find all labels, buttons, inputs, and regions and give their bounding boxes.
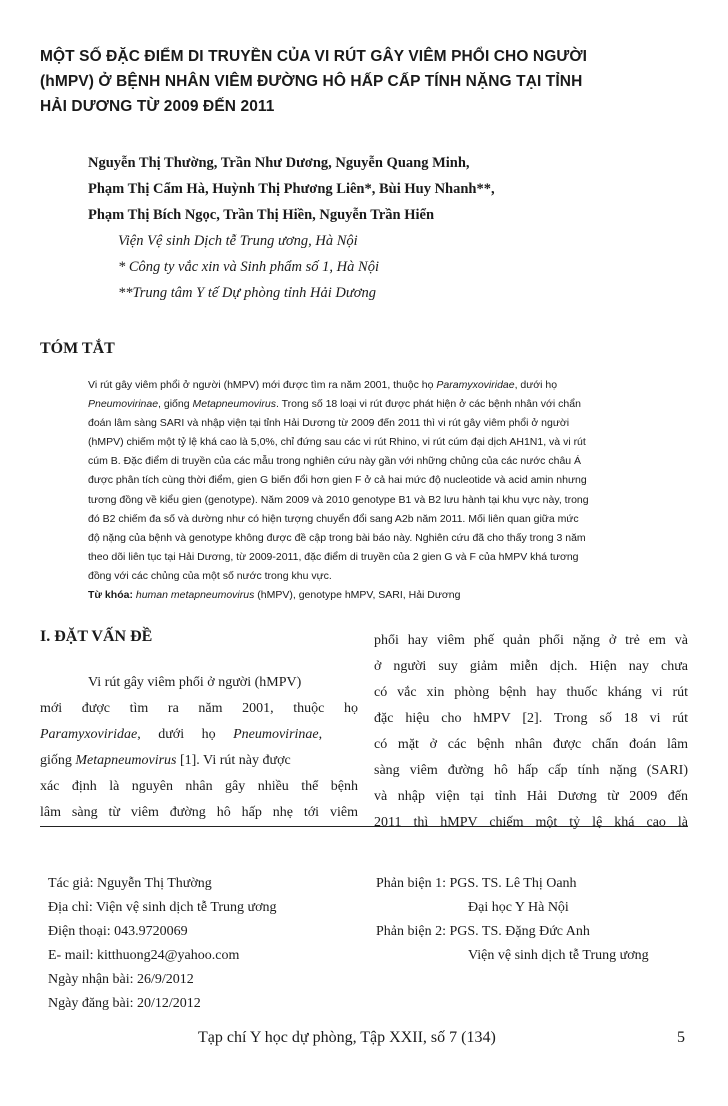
body-line: giống Metapneumovirus [1]. Vi rút này được xyxy=(40,753,291,768)
abstract-line: đoán lâm sàng SARI và nhập viện tại tỉnh Hải Dương từ 2009 đến 2011 thì vi rút gây viêm phổi ở người xyxy=(88,417,570,430)
body-line: 2011 thì hMPV chiếm một tỷ lệ khá cao là xyxy=(374,815,688,830)
title-line: (hMPV) Ở BỆNH NHÂN VIÊM ĐƯỜNG HÔ HẤP CẤP TÍNH NẶNG TẠI TỈNH xyxy=(40,73,583,90)
body-column-left xyxy=(40,628,358,826)
body-line: có vắc xin phòng bệnh hay thuốc kháng vi rút xyxy=(374,685,688,700)
author-line: Phạm Thị Cẩm Hà, Huỳnh Thị Phương Liên*, Bùi Huy Nhanh**, xyxy=(88,181,495,197)
author-contact-info xyxy=(48,872,277,1016)
body-line: ở người suy giảm miễn dịch. Hiện nay chưa xyxy=(374,659,688,674)
body-line: có mặt ở các bệnh nhân được chẩn đoán lâm xyxy=(374,737,688,752)
abstract-line: Pneumovirinae, giống Metapneumovirus. Trong số 18 loại vi rút được phát hiện ở các bệnh nhân với chẩn xyxy=(88,398,581,411)
affiliation-line: **Trung tâm Y tế Dự phòng tỉnh Hải Dương xyxy=(118,285,376,301)
abstract-text xyxy=(88,376,684,605)
author-line: Phạm Thị Bích Ngọc, Trần Thị Hiền, Nguyễn Trần Hiển xyxy=(88,207,435,223)
abstract-line: đồng với các chủng của một số nước trong khu vực. xyxy=(88,569,332,582)
abstract-line: cúm B. Đặc điểm di truyền của các mẫu trong nghiên cứu này gần với những chủng của các nước châu Á xyxy=(88,455,582,468)
title-line: MỘT SỐ ĐẶC ĐIỂM DI TRUYỀN CỦA VI RÚT GÂY VIÊM PHỔI CHO NGƯỜI xyxy=(40,48,588,65)
abstract-line: (hMPV) chiếm một tỷ lệ khá cao là 5,0%, chỉ đứng sau các vi rút Rhino, vi rút cúm đại dịch AH1N1, và vi rút xyxy=(88,436,586,449)
body-line: và nhập viện tại tỉnh Hải Dương từ 2009 đến xyxy=(374,789,688,804)
footnote-divider xyxy=(40,826,688,827)
author-name: Tác giả: Nguyễn Thị Thường xyxy=(48,876,212,891)
author-address: Địa chỉ: Viện vệ sinh dịch tễ Trung ương xyxy=(48,900,277,915)
body-line: sàng viêm đường hô hấp cấp tính nặng (SARI) xyxy=(374,763,688,778)
abstract-line: theo dõi liên tục tại Hải Dương, từ 2009-2011, đặc điểm di truyền của 2 gien G và F của hMPV khá tương xyxy=(88,550,579,563)
abstract-line: tương đồng về kiểu gien (genotype). Năm 2009 và 2010 genotype B1 và B2 lưu hành tại khu vực này, trong xyxy=(88,493,589,506)
reviewer-info xyxy=(376,872,649,968)
section-heading: I. ĐẶT VẤN ĐỀ xyxy=(40,628,153,645)
keywords-label: Từ khóa: xyxy=(88,589,133,602)
abstract-line: độ nặng của bệnh và genotype không được đề cập trong bài báo này. Nghiên cứu đã cho thấy trong 3 năm xyxy=(88,531,586,544)
body-line: phổi hay viêm phế quản phổi nặng ở trẻ em và xyxy=(374,633,688,648)
affiliation-line: * Công ty vắc xin và Sinh phẩm số 1, Hà Nội xyxy=(118,259,379,275)
reviewer-1: Phản biện 1: PGS. TS. Lê Thị Oanh xyxy=(376,876,577,891)
author-line: Nguyễn Thị Thường, Trần Như Dương, Nguyễn Quang Minh, xyxy=(88,155,470,171)
author-list xyxy=(88,150,688,228)
abstract-line: được phân tích cùng thời điểm, gien G biến đổi hơn gien F ở cả hai mức độ nucleotide và acid amin nhưng xyxy=(88,474,587,487)
keywords-line: Từ khóa: human metapneumovirus (hMPV), genotype hMPV, SARI, Hải Dương xyxy=(88,589,461,602)
received-date: Ngày nhận bài: 26/9/2012 xyxy=(48,972,194,987)
page-number: 5 xyxy=(677,1029,685,1046)
body-column-right xyxy=(374,628,688,836)
reviewer-2-institution: Viện vệ sinh dịch tễ Trung ương xyxy=(468,948,649,963)
body-line: Vi rút gây viêm phổi ở người (hMPV) xyxy=(88,675,302,690)
journal-citation: Tạp chí Y học dự phòng, Tập XXII, số 7 (134) xyxy=(198,1029,496,1046)
abstract-line: Vi rút gây viêm phổi ở người (hMPV) mới được tìm ra năm 2001, thuộc họ Paramyxoviridae, dưới họ xyxy=(88,379,558,391)
affiliation-list xyxy=(118,228,678,306)
body-line: Paramyxoviridae, dưới họ Pneumovirinae, xyxy=(40,727,323,742)
article-title xyxy=(40,44,700,119)
body-line: đặc hiệu cho hMPV [2]. Trong số 18 vi rút xyxy=(374,711,688,726)
body-line: xác định là nguyên nhân gây nhiều thể bệnh xyxy=(40,779,358,794)
affiliation-line: Viện Vệ sinh Dịch tễ Trung ương, Hà Nội xyxy=(118,233,358,249)
body-line: mới được tìm ra năm 2001, thuộc họ xyxy=(40,701,358,716)
published-date: Ngày đăng bài: 20/12/2012 xyxy=(48,996,201,1011)
title-line: HẢI DƯƠNG TỪ 2009 ĐẾN 2011 xyxy=(40,98,275,115)
abstract-line: đó B2 chiếm đa số và dường như có hiện tượng chuyển đổi sang A2b năm 2011. Mối liên quan giữa mức xyxy=(88,512,579,525)
reviewer-2: Phản biện 2: PGS. TS. Đặng Đức Anh xyxy=(376,924,590,939)
abstract-heading: TÓM TẮT xyxy=(40,340,115,357)
reviewer-1-institution: Đại học Y Hà Nội xyxy=(468,900,569,915)
body-line: lâm sàng từ viêm đường hô hấp nhẹ tới viêm xyxy=(40,805,358,820)
author-phone: Điện thoại: 043.9720069 xyxy=(48,924,188,939)
author-email: E- mail: kitthuong24@yahoo.com xyxy=(48,948,240,963)
